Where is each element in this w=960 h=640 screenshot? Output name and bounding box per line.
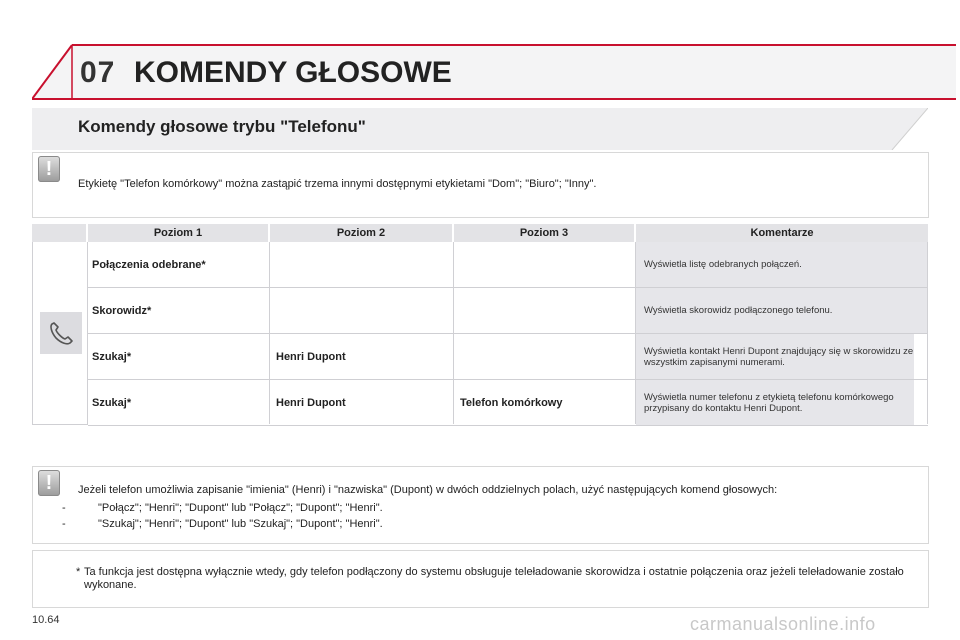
warning-icon: ! — [38, 470, 60, 496]
row-level1: Szukaj* — [92, 396, 132, 409]
table-divider — [453, 242, 454, 424]
table-divider — [927, 242, 928, 424]
row-level2: Henri Dupont — [276, 350, 346, 363]
row-level1: Szukaj* — [92, 350, 132, 363]
table-header-level3: Poziom 3 — [454, 224, 634, 242]
phone-handset-icon — [40, 312, 82, 354]
row-level2 — [276, 288, 452, 333]
note-bullet-item: "Szukaj"; "Henri"; "Dupont" lub "Szukaj"; "Dupont"; "Henri". — [98, 518, 383, 530]
table-divider — [269, 242, 270, 424]
row-level1: Skorowidz* — [92, 304, 152, 317]
row-comment: Wyświetla kontakt Henri Dupont znajdujący się w skorowidzu ze wszystkim zapisanymi numerami. — [636, 334, 914, 379]
row-comment: Wyświetla numer telefonu z etykietą telefonu komórkowego przypisany do kontaktu Henri Dupont. — [636, 380, 914, 425]
row-level3 — [460, 242, 636, 287]
table-header-comments: Komentarze — [636, 224, 928, 242]
table-row — [88, 380, 928, 426]
row-level3 — [460, 288, 636, 333]
row-comment: Wyświetla listę odebranych połączeń. — [636, 242, 928, 287]
note-bullet-marker: - — [62, 502, 66, 514]
table-divider — [87, 242, 88, 424]
watermark: carmanualsonline.info — [690, 614, 876, 634]
table-row — [88, 334, 928, 380]
table-header-level1: Poziom 1 — [88, 224, 268, 242]
table-header-level2: Poziom 2 — [270, 224, 452, 242]
table-divider — [635, 242, 636, 424]
row-level2 — [276, 242, 452, 287]
row-level3 — [460, 334, 636, 379]
row-level3: Telefon komórkowy — [460, 396, 563, 409]
section-title: Komendy głosowe trybu "Telefonu" — [78, 117, 366, 136]
table-header-blank — [32, 224, 86, 242]
table-row — [88, 242, 928, 288]
note-name-fields-text: Jeżeli telefon umożliwia zapisanie "imienia" (Henri) i "nazwiska" (Dupont) w dwóch oddzielnych polach, użyć następujących komend głosowych: — [78, 484, 778, 496]
note-bullet-marker: - — [62, 518, 66, 530]
row-level1: Połączenia odebrane* — [92, 258, 206, 271]
chapter-title: KOMENDY GŁOSOWE — [134, 56, 452, 89]
page-number: 10.64 — [32, 614, 60, 626]
note-labels-text: Etykietę "Telefon komórkowy" można zastąpić trzema innymi dostępnymi etykietami "Dom"; "Biuro"; "Inny". — [78, 178, 597, 190]
footnote-text: Ta funkcja jest dostępna wyłącznie wtedy, gdy telefon podłączony do systemu obsługuje teleładowanie skorowidza i ostatnie połączenia oraz jeżeli teleładowanie zostało wykonane. — [84, 566, 904, 591]
row-level2: Henri Dupont — [276, 396, 346, 409]
table-row — [88, 288, 928, 334]
note-bullet-item: "Połącz"; "Henri"; "Dupont" lub "Połącz"; "Dupont"; "Henri". — [98, 502, 383, 514]
row-comment: Wyświetla skorowidz podłączonego telefonu. — [636, 288, 928, 333]
chapter-number: 07 — [80, 56, 116, 89]
warning-icon: ! — [38, 156, 60, 182]
footnote-marker: * — [76, 566, 81, 578]
